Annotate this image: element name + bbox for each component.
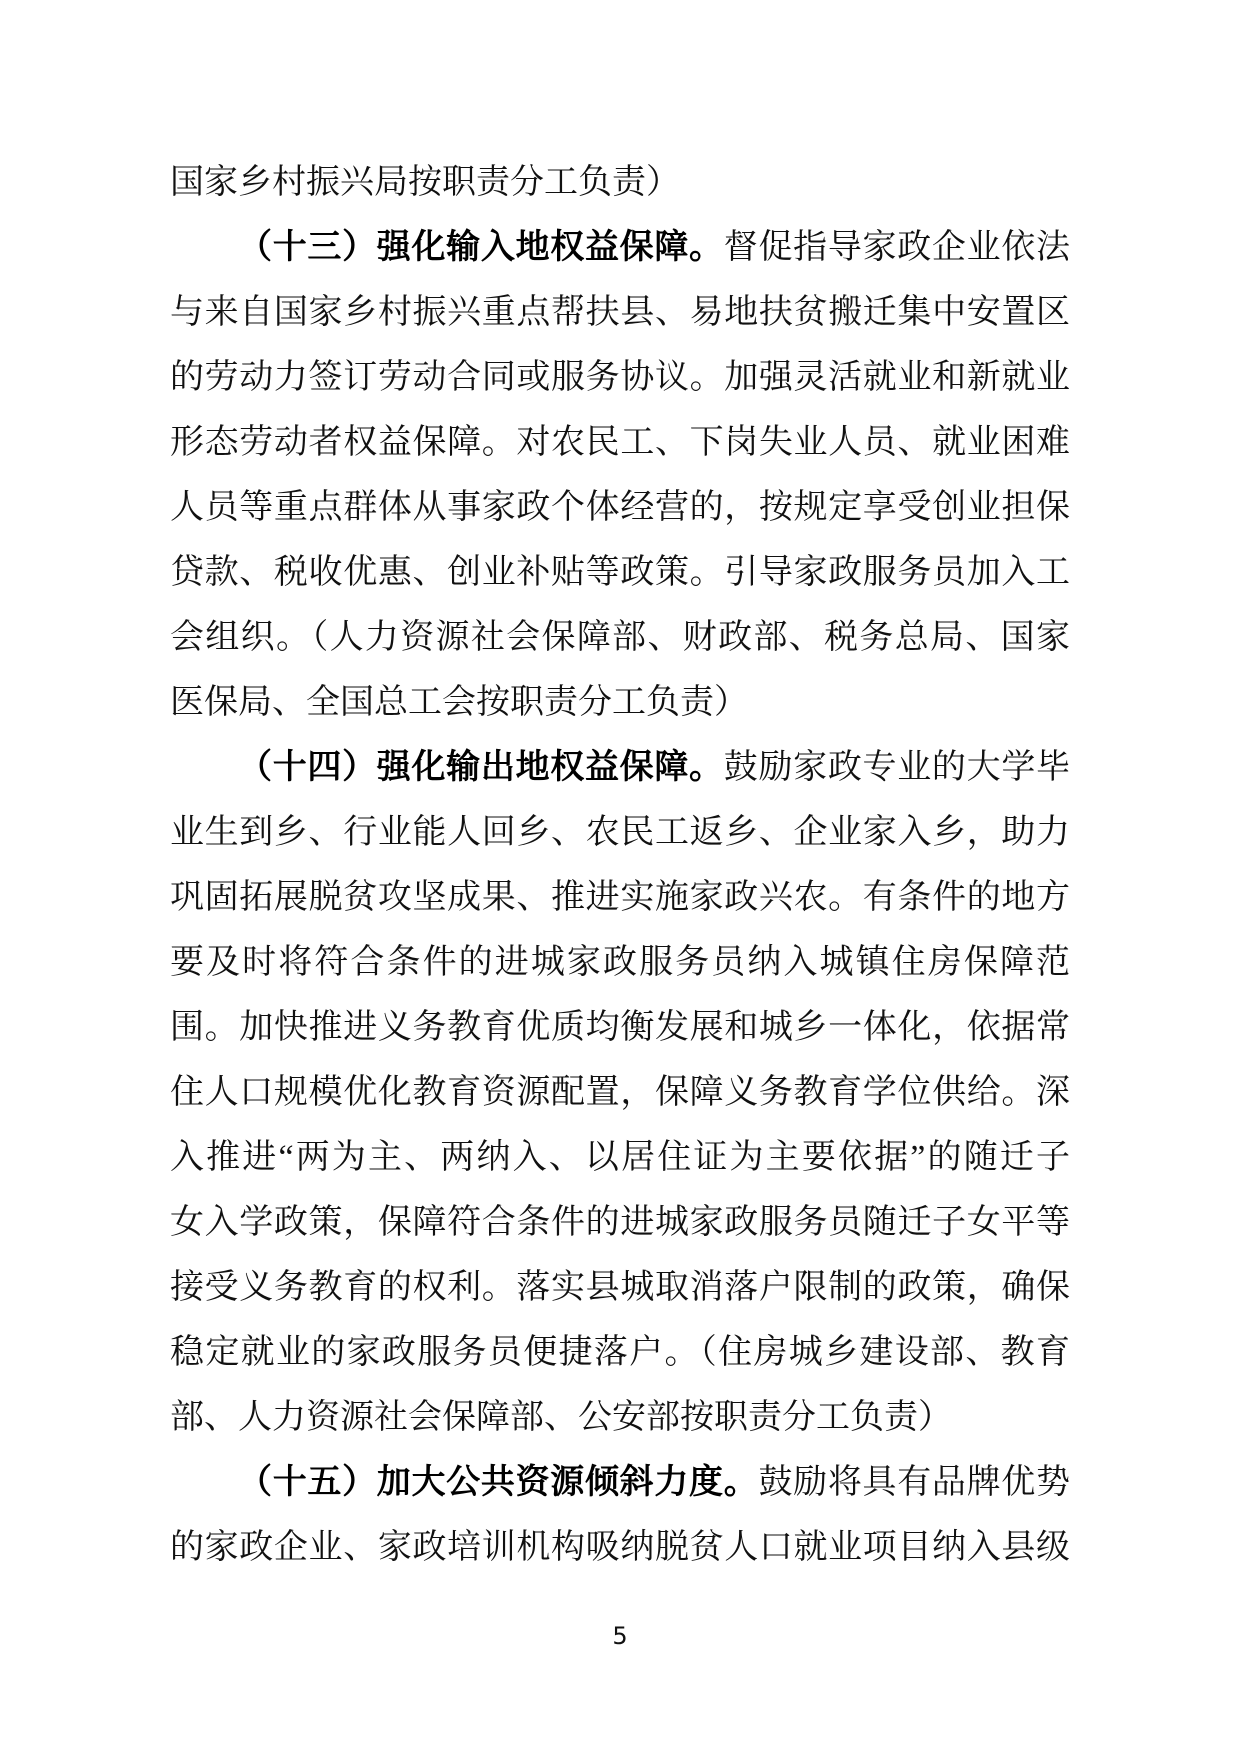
line-text: 贷款、税收优惠、创业补贴等政策。引导家政服务员加入工 xyxy=(170,554,1070,591)
line-text: 住人口规模优化教育资源配置，保障义务教育学位供给。深 xyxy=(170,1074,1070,1111)
line-text: 稳定就业的家政服务员便捷落户。（住房城乡建设部、教育 xyxy=(170,1334,1070,1371)
text-line xyxy=(170,735,1070,800)
line-text: 的劳动力签订劳动合同或服务协议。加强灵活就业和新就业 xyxy=(170,359,1070,396)
line-text: 部、人力资源社会保障部、公安部按职责分工负责） xyxy=(170,1399,952,1436)
text-line xyxy=(170,930,1070,995)
section-heading: （十五）加大公共资源倾斜力度。 xyxy=(238,1464,759,1501)
text-line xyxy=(170,1385,1070,1450)
document-body xyxy=(170,150,1070,1580)
text-line xyxy=(170,670,1070,735)
section-heading: （十四）强化输出地权益保障。 xyxy=(238,749,724,786)
line-text: 围。加快推进义务教育优质均衡发展和城乡一体化，依据常 xyxy=(170,1009,1070,1046)
text-line xyxy=(170,1515,1070,1580)
text-line xyxy=(170,280,1070,345)
text-line xyxy=(170,540,1070,605)
text-line xyxy=(170,475,1070,540)
line-text: 要及时将符合条件的进城家政服务员纳入城镇住房保障范 xyxy=(170,944,1070,981)
text-line xyxy=(170,800,1070,865)
text-line xyxy=(170,1320,1070,1385)
page-number: 5 xyxy=(612,1622,628,1650)
text-line xyxy=(170,995,1070,1060)
line-text: 巩固拓展脱贫攻坚成果、推进实施家政兴农。有条件的地方 xyxy=(170,879,1070,916)
text-line xyxy=(170,605,1070,670)
line-text: 督促指导家政企业依法 xyxy=(723,229,1070,266)
line-text: 女入学政策，保障符合条件的进城家政服务员随迁子女平等 xyxy=(170,1204,1070,1241)
text-line xyxy=(170,410,1070,475)
text-line xyxy=(170,215,1070,280)
line-text: 鼓励将具有品牌优势 xyxy=(758,1464,1070,1501)
line-text: 与来自国家乡村振兴重点帮扶县、易地扶贫搬迁集中安置区 xyxy=(170,294,1070,331)
text-line xyxy=(170,345,1070,410)
text-line xyxy=(170,1060,1070,1125)
text-line xyxy=(170,1450,1070,1515)
text-line xyxy=(170,1125,1070,1190)
text-line xyxy=(170,150,1070,215)
line-text: 人员等重点群体从事家政个体经营的，按规定享受创业担保 xyxy=(170,489,1070,526)
line-text: 医保局、全国总工会按职责分工负责） xyxy=(170,684,748,721)
line-text: 业生到乡、行业能人回乡、农民工返乡、企业家入乡，助力 xyxy=(170,814,1070,851)
section-heading: （十三）强化输入地权益保障。 xyxy=(238,229,724,266)
text-line xyxy=(170,1255,1070,1320)
line-text: 的家政企业、家政培训机构吸纳脱贫人口就业项目纳入县级 xyxy=(170,1529,1070,1566)
line-text: 形态劳动者权益保障。对农民工、下岗失业人员、就业困难 xyxy=(170,424,1070,461)
line-text: 国家乡村振兴局按职责分工负责） xyxy=(170,164,680,201)
line-text: 接受义务教育的权利。落实县城取消落户限制的政策，确保 xyxy=(170,1269,1070,1306)
text-line xyxy=(170,865,1070,930)
line-text: 会组织。（人力资源社会保障部、财政部、税务总局、国家 xyxy=(170,619,1070,656)
line-text: 入推进“两为主、两纳入、以居住证为主要依据”的随迁子 xyxy=(170,1139,1070,1176)
line-text: 鼓励家政专业的大学毕 xyxy=(723,749,1070,786)
text-line xyxy=(170,1190,1070,1255)
